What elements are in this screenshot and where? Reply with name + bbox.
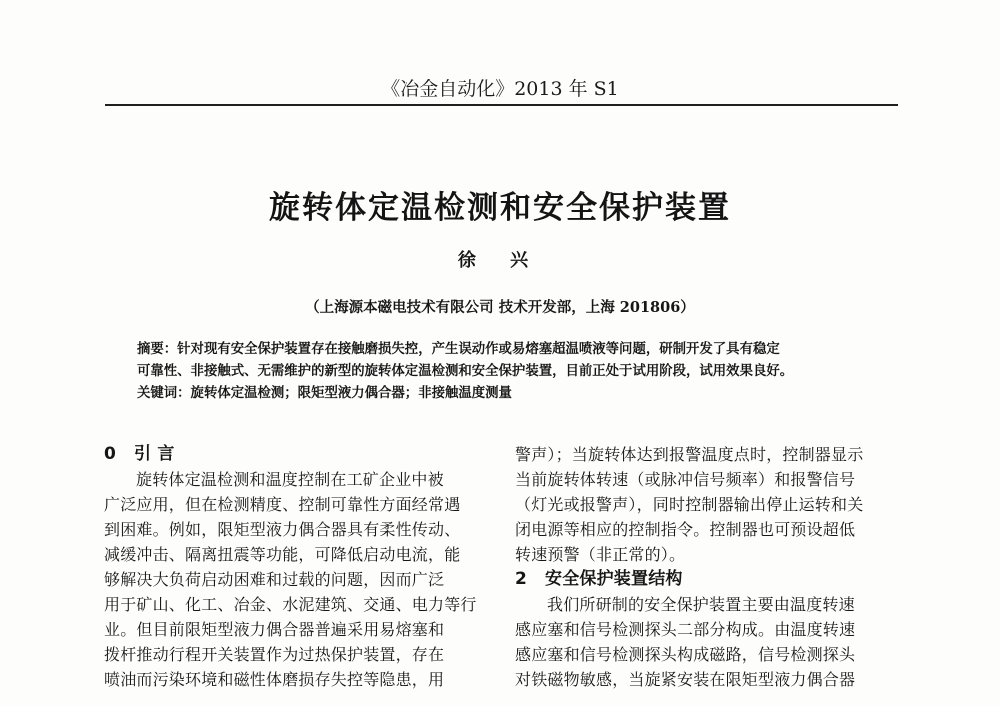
body-line: 对铁磁物敏感，当旋紧安装在限矩型液力偶合器 xyxy=(515,670,856,689)
section-number: 2 xyxy=(515,569,528,589)
keywords: 关键词：旋转体定温检测；限矩型液力偶合器；非接触温度测量 xyxy=(137,385,512,401)
body-line: 到困难。例如，限矩型液力偶合器具有柔性传动、 xyxy=(104,520,461,539)
body-line: 转速预警（非正常的）。 xyxy=(515,545,686,564)
body-line: 喷油而污染环境和磁性体磨损存失控等隐患，用 xyxy=(104,670,445,689)
body-line: 闭电源等相应的控制指令。控制器也可预设超低 xyxy=(515,520,856,539)
abstract-line-2: 可靠性、非接触式、无需维护的新型的旋转体定温检测和安全保护装置，目前正处于试用阶段，试用效果良好。 xyxy=(137,363,794,379)
paper-title: 旋转体定温检测和安全保护装置 xyxy=(269,190,731,226)
section-heading-intro xyxy=(104,442,484,467)
abstract-line-1: 摘要：针对现有安全保护装置存在接触磨损失控，产生误动作或易熔塞超温喷液等问题，研制开发了具有稳定 xyxy=(137,341,780,357)
header-rule xyxy=(105,104,898,106)
body-line: 我们所研制的安全保护装置主要由温度转速 xyxy=(547,595,855,614)
body-line: 警声）；当旋转体达到报警温度点时，控制器显示 xyxy=(515,445,864,464)
body-line: （灯光或报警声），同时控制器输出停止运转和关 xyxy=(515,495,864,514)
section-title: 安全保护装置结构 xyxy=(545,569,683,589)
body-line: 业。但目前限矩型液力偶合器普遍采用易熔塞和 xyxy=(104,620,445,639)
body-line: 拨杆推动行程开关装置作为过热保护装置，存在 xyxy=(104,645,445,664)
body-line: 感应塞和信号检测探头构成磁路，信号检测探头 xyxy=(515,645,856,664)
journal-header: 《冶金自动化》2013 年 S1 xyxy=(381,78,619,100)
left-column xyxy=(104,442,484,692)
author: 徐 兴 xyxy=(457,250,543,271)
affiliation: （上海源本磁电技术有限公司 技术开发部，上海 201806） xyxy=(305,299,695,316)
section-number: 0 xyxy=(104,444,117,464)
body-line: 用于矿山、化工、冶金、水泥建筑、交通、电力等行 xyxy=(104,595,477,614)
body-line: 广泛应用，但在检测精度、控制可靠性方面经常遇 xyxy=(104,495,461,514)
body-line: 当前旋转体转速（或脉冲信号频率）和报警信号 xyxy=(515,470,856,489)
abstract-block xyxy=(137,338,877,404)
body-line: 感应塞和信号检测探头二部分构成。由温度转速 xyxy=(515,620,856,639)
right-column xyxy=(515,442,895,692)
body-line: 够解决大负荷启动困难和过载的问题，因而广泛 xyxy=(104,570,445,589)
section-heading-structure xyxy=(515,567,895,592)
body-line: 减缓冲击、隔离扭震等功能，可降低启动电流，能 xyxy=(104,545,461,564)
section-title: 引 言 xyxy=(134,444,175,464)
body-line: 旋转体定温检测和温度控制在工矿企业中被 xyxy=(136,470,444,489)
